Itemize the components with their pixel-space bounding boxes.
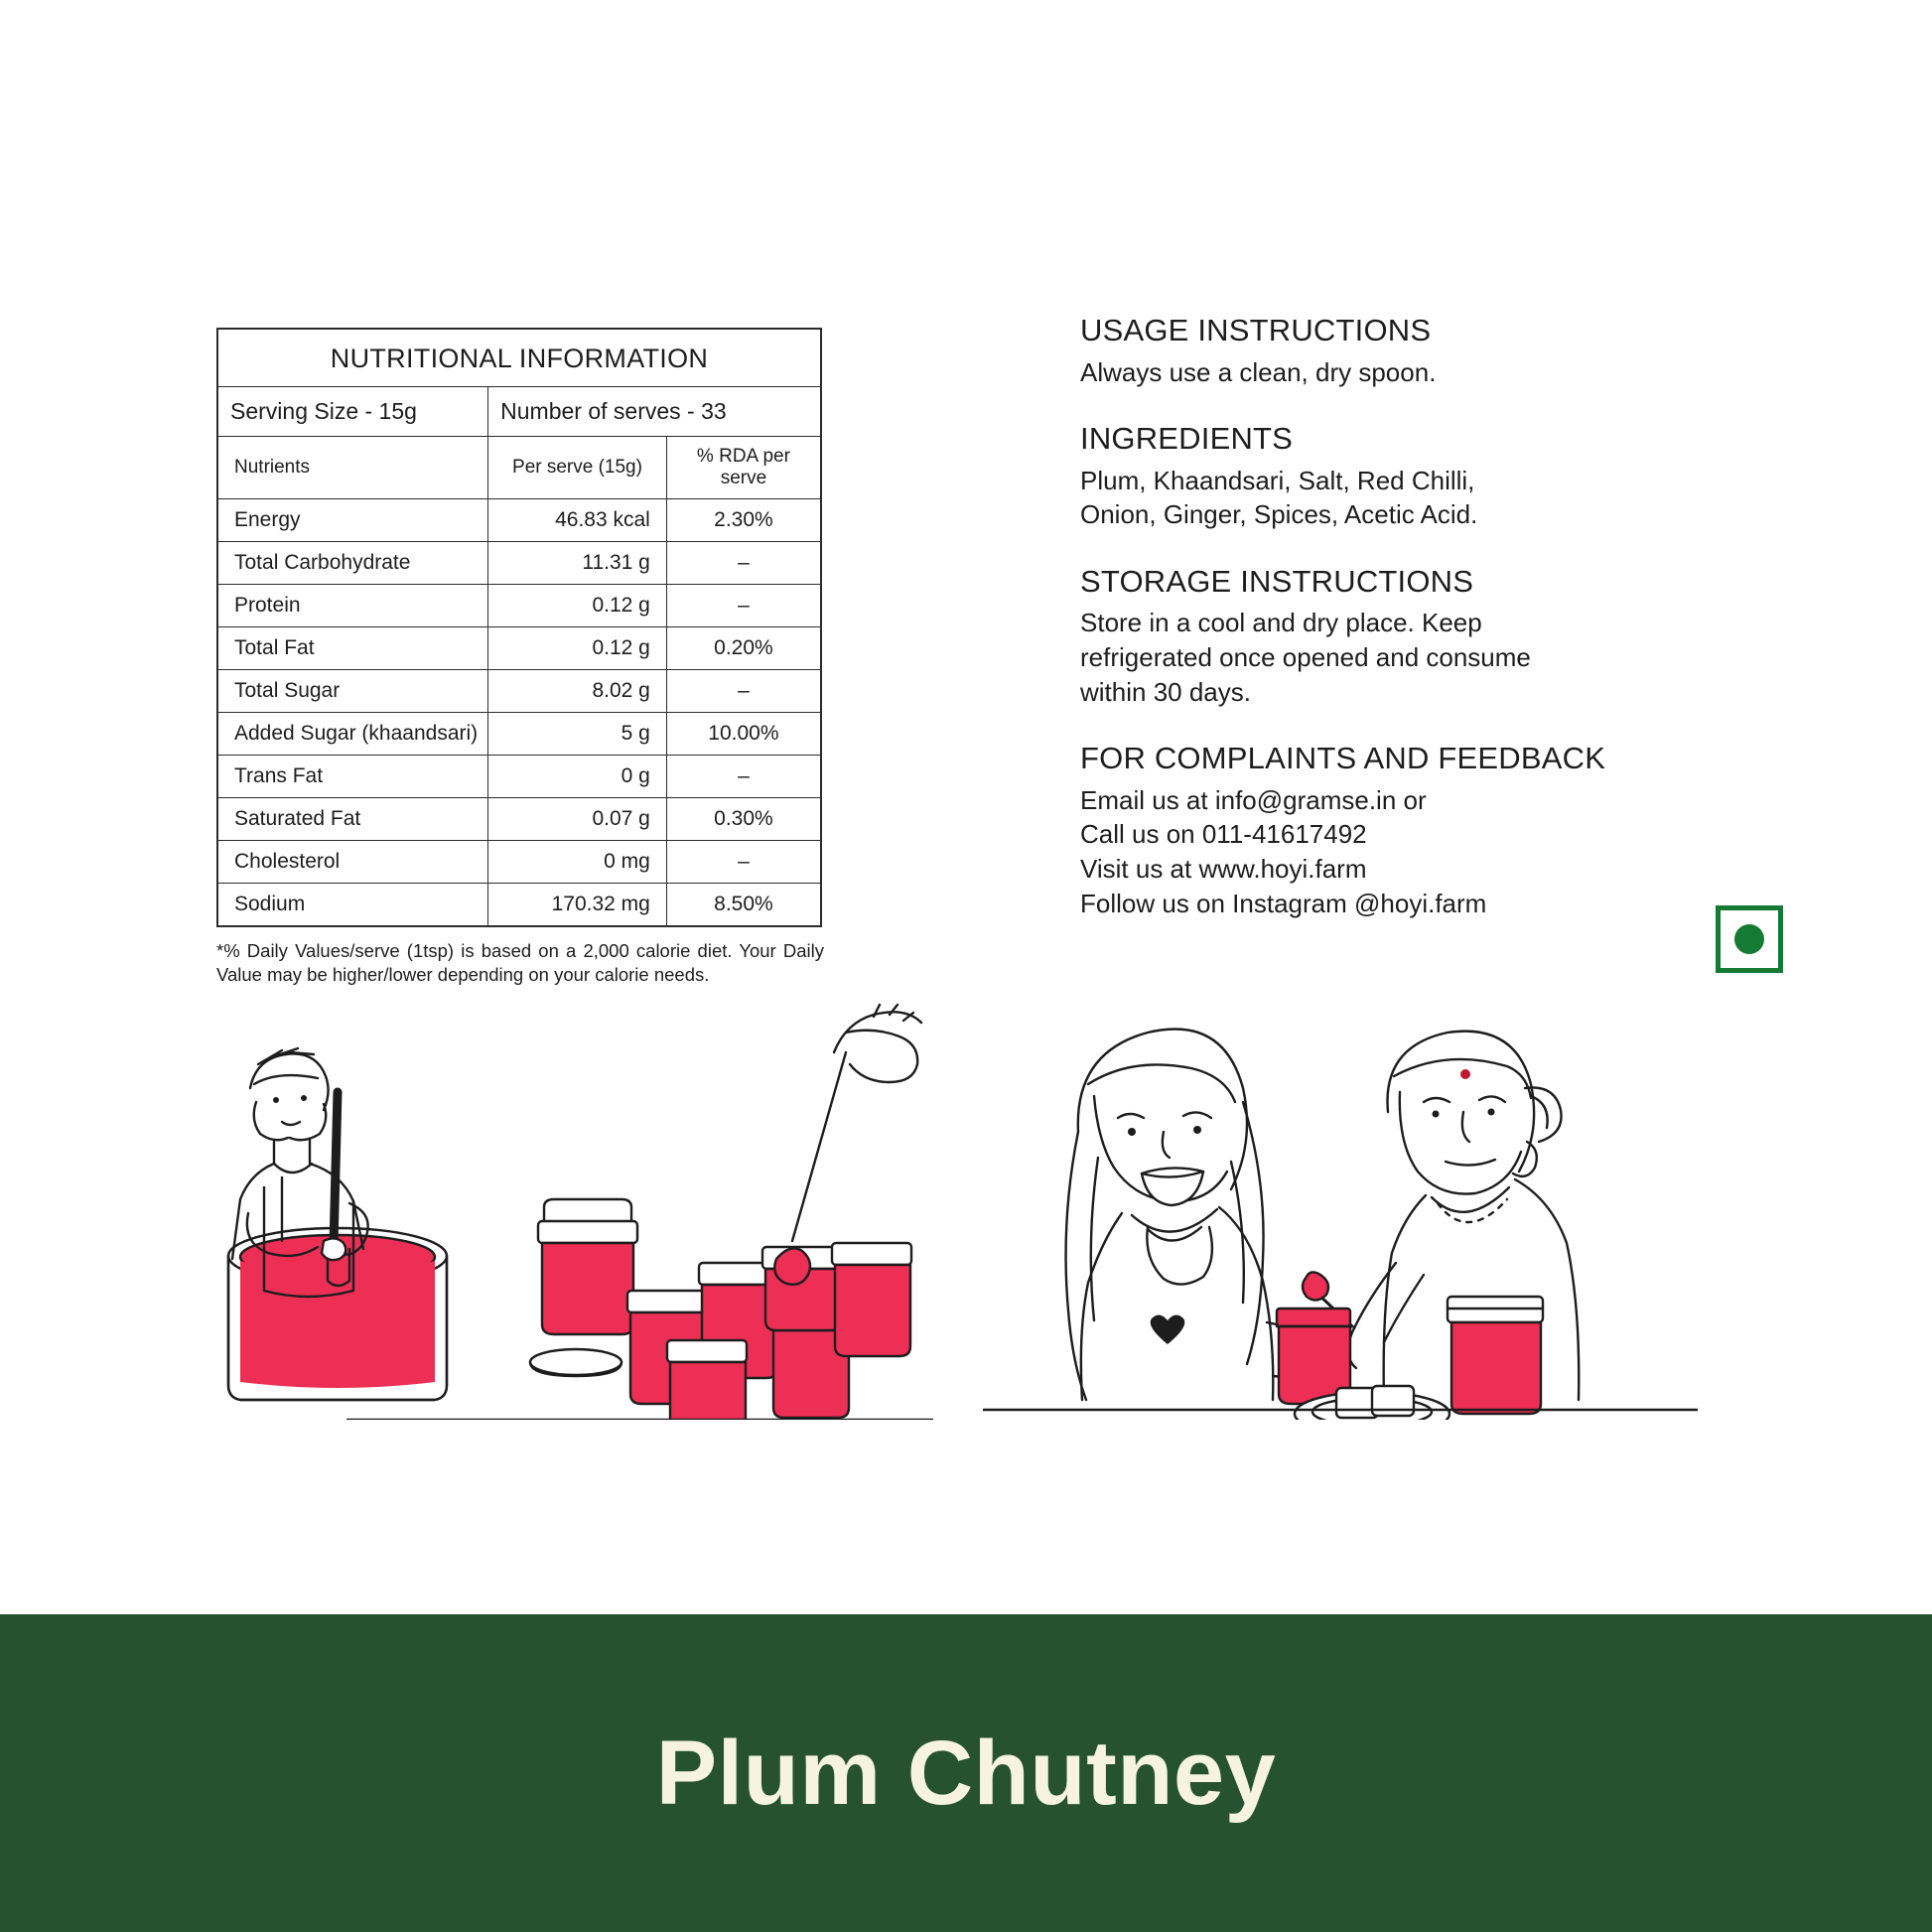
vegetarian-dot — [1734, 924, 1764, 954]
table-row — [217, 712, 821, 755]
nutrient-rda: – — [666, 840, 821, 883]
usage-instructions-text: Always use a clean, dry spoon. — [1080, 356, 1437, 387]
table-row — [217, 883, 821, 926]
storage-instructions-block — [1080, 564, 1696, 709]
table-row — [217, 626, 821, 669]
column-header-rda: % RDA per serve — [666, 437, 821, 499]
storage-instructions-heading: STORAGE INSTRUCTIONS — [1080, 563, 1474, 599]
contact-phone-line[interactable]: Call us on 011-41617492 — [1080, 819, 1367, 850]
usage-instructions-heading: USAGE INSTRUCTIONS — [1080, 313, 1432, 347]
vegetarian-mark-icon — [1716, 905, 1783, 973]
nutrient-rda: 8.50% — [666, 883, 821, 926]
illustration-tasting-chutney — [983, 993, 1698, 1420]
nutrient-per-serve: 46.83 kcal — [488, 498, 667, 541]
table-row — [217, 755, 821, 797]
storage-instructions-text — [1080, 606, 1696, 709]
table-row — [217, 541, 821, 584]
nutrient-rda: – — [666, 669, 821, 712]
nutrition-title-row — [217, 329, 821, 387]
complaints-heading — [1080, 741, 1696, 777]
nutrition-information-panel — [216, 328, 822, 987]
ingredients-heading: INGREDIENTS — [1080, 421, 1294, 457]
storage-line-2: refrigerated once opened and consume — [1080, 642, 1531, 673]
complaints-heading-line-1: FOR COMPLAINTS AND — [1080, 741, 1430, 776]
product-name-banner — [0, 1614, 1932, 1932]
nutrition-title: NUTRITIONAL INFORMATION — [217, 329, 821, 387]
nutrient-rda: – — [666, 755, 821, 797]
nutrient-name: Trans Fat — [217, 755, 488, 797]
nutrient-per-serve: 5 g — [488, 712, 667, 755]
ingredients-line-2: Onion, Ginger, Spices, Acetic Acid. — [1080, 499, 1478, 530]
nutrient-per-serve: 0.07 g — [488, 797, 667, 840]
table-row — [217, 584, 821, 626]
product-info-column — [1080, 313, 1696, 952]
complaints-heading-line-2: FEEDBACK — [1438, 741, 1606, 776]
nutrient-name: Saturated Fat — [217, 797, 488, 840]
storage-line-3: within 30 days. — [1080, 676, 1251, 707]
nutrient-rda: 0.30% — [666, 797, 821, 840]
nutrient-per-serve: 0 g — [488, 755, 667, 797]
nutrient-per-serve: 0 mg — [488, 840, 667, 883]
nutrition-table — [216, 328, 822, 927]
complaints-contact-text — [1080, 783, 1696, 920]
nutrient-name: Total Sugar — [217, 669, 488, 712]
table-row — [217, 797, 821, 840]
contact-website-line[interactable]: Visit us at www.hoyi.farm — [1080, 853, 1367, 884]
number-of-serves: Number of serves - 33 — [488, 387, 821, 437]
serving-size: Serving Size - 15g — [217, 387, 488, 437]
product-name: Plum Chutney — [655, 1722, 1277, 1824]
contact-instagram-line[interactable]: Follow us on Instagram @hoyi.farm — [1080, 888, 1487, 918]
nutrient-rda: 10.00% — [666, 712, 821, 755]
serving-row — [217, 387, 821, 437]
nutrient-name: Added Sugar (khaandsari) — [217, 712, 488, 755]
nutrient-name: Energy — [217, 498, 488, 541]
column-header-per-serve: Per serve (15g) — [488, 437, 667, 499]
ingredients-block — [1080, 421, 1696, 532]
table-row — [217, 498, 821, 541]
nutrient-name: Total Fat — [217, 626, 488, 669]
nutrient-rda: – — [666, 584, 821, 626]
nutrient-name: Sodium — [217, 883, 488, 926]
complaints-feedback-block — [1080, 741, 1696, 920]
nutrient-name: Cholesterol — [217, 840, 488, 883]
nutrient-per-serve: 0.12 g — [488, 584, 667, 626]
nutrition-header-row — [217, 437, 821, 499]
nutrient-name: Total Carbohydrate — [217, 541, 488, 584]
usage-instructions-block — [1080, 313, 1696, 389]
column-header-nutrients: Nutrients — [217, 437, 488, 499]
nutrient-per-serve: 11.31 g — [488, 541, 667, 584]
illustration-making-chutney — [179, 993, 933, 1420]
nutrient-rda: 0.20% — [666, 626, 821, 669]
contact-email-line[interactable]: Email us at info@gramse.in or — [1080, 784, 1427, 815]
nutrient-per-serve: 170.32 mg — [488, 883, 667, 926]
table-row — [217, 840, 821, 883]
nutrient-per-serve: 8.02 g — [488, 669, 667, 712]
storage-line-1: Store in a cool and dry place. Keep — [1080, 608, 1482, 638]
ingredients-text — [1080, 464, 1696, 532]
nutrient-per-serve: 0.12 g — [488, 626, 667, 669]
ingredients-line-1: Plum, Khaandsari, Salt, Red Chilli, — [1080, 465, 1475, 495]
nutrient-rda: 2.30% — [666, 498, 821, 541]
nutrient-name: Protein — [217, 584, 488, 626]
table-row — [217, 669, 821, 712]
nutrition-footnote: *% Daily Values/serve (1tsp) is based on a 2,000 calorie diet. Your Daily Value may be higher/lower depending on your calorie needs. — [216, 939, 824, 985]
nutrient-rda: – — [666, 541, 821, 584]
